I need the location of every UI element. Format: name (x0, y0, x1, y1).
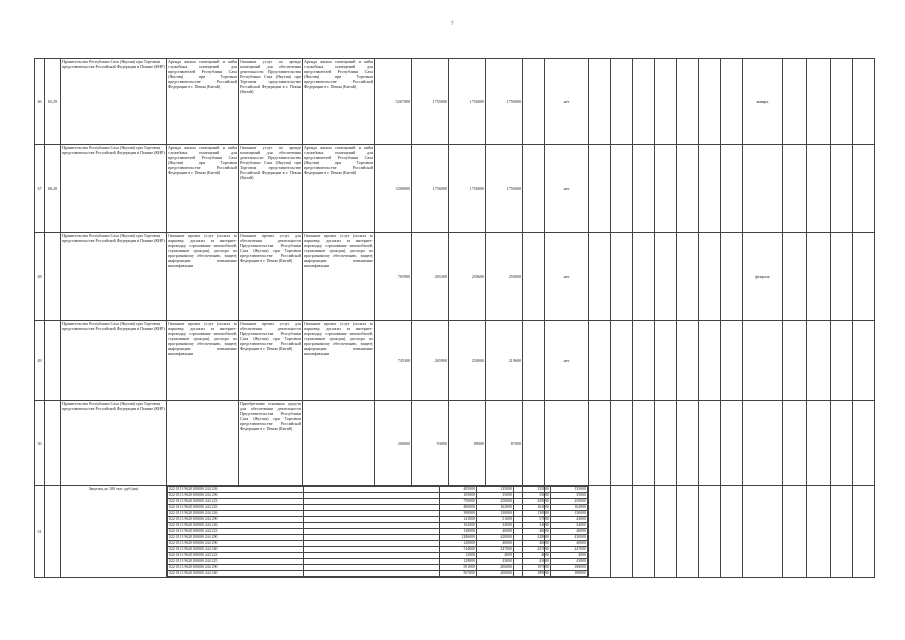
empty-cell (611, 59, 633, 145)
total-amount: 750000 (440, 499, 477, 505)
year2-amount: 4000 (514, 553, 551, 559)
page-number: 7 (451, 22, 454, 27)
purchase-object: Оказание прочих услуг (оплата за парковку, доплаты за интернет-переводку, страхование автомобилей, страхование граждан), расходы по программному обеспечению, защиту информации, повышение квалификации (303, 233, 375, 321)
year3-amount: 188000 (551, 571, 588, 577)
empty-cell (783, 59, 807, 145)
table-row (35, 145, 875, 233)
month-cell: январь (743, 59, 783, 145)
empty-cell (853, 486, 875, 578)
row-number: 48 (35, 233, 45, 321)
month-cell (743, 401, 783, 486)
empty-cell (831, 145, 853, 233)
procurement-table (34, 58, 875, 578)
summary-lines-cell (167, 486, 586, 578)
year3-amount: 43000 (551, 517, 588, 523)
year2-amount: 88000 (449, 401, 486, 486)
total-amount: 765900 (375, 233, 412, 321)
year3-amount: 130000 (551, 511, 588, 517)
empty-cell (783, 486, 807, 578)
total-amount: 12000 (440, 553, 477, 559)
organization-cell: Правительство Республики Саха (Якутия) при Торговом представительстве Российской Федерации в Пекине (КНР) (61, 59, 167, 145)
okved-code: 65,29 (45, 59, 61, 145)
organization-cell: Правительство Республики Саха (Якутия) при Торговом представительстве Российской Федерации в Пекине (КНР) (61, 233, 167, 321)
year2-amount: 197000 (514, 565, 551, 571)
year3-amount: 34000 (551, 523, 588, 529)
total-amount: 567000 (440, 571, 477, 577)
empty-cell (831, 233, 853, 321)
budget-code: 022 0113 9620100000 244 225 (168, 505, 304, 511)
budget-code: 022 0113 9620100000 244 290 (168, 535, 304, 541)
empty-cell (783, 401, 807, 486)
empty-cell (633, 486, 655, 578)
year1-amount: 51000 (477, 517, 514, 523)
total-amount: 1286000 (440, 535, 477, 541)
year3-amount: 46000 (551, 529, 588, 535)
public-discussion-flag: нет (545, 59, 589, 145)
year2-amount: 57000 (514, 517, 551, 523)
year1-amount: 1755000 (412, 59, 449, 145)
purchase-description: Аренда жилых помещений и найм служебных помещений для представителей Республики Саха (Якутия) при Торговом представительстве Российской Федерации в г. Пекин (Китай) (167, 145, 239, 233)
year1-amount: 247000 (477, 547, 514, 553)
empty-cell (655, 145, 677, 233)
year2-amount: 162000 (514, 505, 551, 511)
total-amount: 486000 (440, 505, 477, 511)
year1-amount: 200000 (477, 571, 514, 577)
month-cell (743, 145, 783, 233)
purchase-object (303, 401, 375, 486)
year3-amount: 188000 (551, 565, 588, 571)
empty-cell (721, 59, 743, 145)
purchase-description: Оказание прочих услуг (оплата за парковку, доплаты за интернет-переводку, страхование автомобилей, страхование граждан), расходы по программному обеспечению, защиту информации, повышение квалификации (167, 321, 239, 401)
empty-cell (699, 321, 721, 401)
year2-amount: 135000 (514, 487, 551, 493)
purchase-object: Оказание прочих услуг (оплата за парковку, доплаты за интернет-переводку, страхование автомобилей, страхование граждан), расходы по программному обеспечению, защиту информации, повышение квалификации (303, 321, 375, 401)
empty-cell (589, 486, 611, 578)
empty-cell (807, 321, 831, 401)
year2-amount: 35000 (514, 493, 551, 499)
budget-code: 022 0113 9620100000 244 290 (168, 541, 304, 547)
empty-cell (633, 233, 655, 321)
purchase-purpose: Оказание прочих услуг для обеспечения деятельности Представительства Республики Саха (Якутия) при Торговом представительстве Российской Федерации в г. Пекин (Китай) (239, 321, 303, 401)
empty-cell (611, 233, 633, 321)
organization-cell: Правительство Республики Саха (Якутия) при Торговом представительстве Российской Федерации в Пекине (КНР) (61, 321, 167, 401)
public-discussion-flag (545, 401, 589, 486)
purchase-description: Аренда жилых помещений и найм служебных помещений для представителей Республики Саха (Якутия) при Торговом представительстве Российской Федерации в г. Пекин (Китай) (167, 59, 239, 145)
empty-cell (655, 486, 677, 578)
year3-amount: 87000 (486, 401, 523, 486)
year1-amount: 40000 (477, 541, 514, 547)
table-row (35, 59, 875, 145)
empty-cell (699, 486, 721, 578)
empty-cell (699, 59, 721, 145)
year2-amount: 46000 (514, 529, 551, 535)
empty-cell (853, 321, 875, 401)
purchase-purpose: Оказание прочих услуг для обеспечения деятельности Представительства Республики Саха (Якутия) при Торговом представительстве Российской Федерации в г. Пекин (Китай) (239, 233, 303, 321)
year3-amount: 35000 (551, 493, 588, 499)
year1-amount: 34000 (477, 523, 514, 529)
year1-amount: 250000 (477, 499, 514, 505)
year1-amount: 130000 (477, 511, 514, 517)
empty-cell (853, 401, 875, 486)
purchase-purpose: Оказание услуг по аренде помещений для обеспечения деятельности Представительства Республики Саха (Якутия) при Торговом представительстве Российской Федерации в г. Пекин (Китай) (239, 145, 303, 233)
empty-cell (677, 59, 699, 145)
empty-cell (721, 401, 743, 486)
year1-amount: 206000 (477, 565, 514, 571)
year3-amount: 219600 (486, 321, 523, 401)
empty-cell (721, 233, 743, 321)
empty-cell (831, 321, 853, 401)
year1-amount: 265900 (412, 321, 449, 401)
purchase-purpose: Оказание услуг по аренде помещений для обеспечения деятельности Представительства Республики Саха (Якутия) при Торговом представительстве Российской Федерации в г. Пекин (Китай) (239, 59, 303, 145)
public-discussion-flag: нет (545, 321, 589, 401)
empty-cell (699, 401, 721, 486)
empty-cell (783, 321, 807, 401)
empty-cell (589, 59, 611, 145)
empty-cell (611, 145, 633, 233)
empty-cell (523, 321, 545, 401)
budget-code: 022 0113 9620100000 244 225 (168, 559, 304, 565)
row-number: 46 (35, 59, 45, 145)
empty-cell (807, 145, 831, 233)
budget-code: 022 0113 9620100000 244 223 (168, 499, 304, 505)
summary-label: Закупки до 100 тыс. руб.(ия) (61, 486, 167, 578)
public-discussion-flag: нет (545, 145, 589, 233)
budget-code: 022 0113 9620100000 244 226 (168, 511, 304, 517)
row-number: 49 (35, 321, 45, 401)
year3-amount: 250000 (551, 499, 588, 505)
budget-code: 022 0113 9620100000 244 290 (168, 517, 304, 523)
total-amount: 390000 (440, 511, 477, 517)
empty-cell (677, 233, 699, 321)
total-amount: 5268000 (375, 145, 412, 233)
empty-cell (589, 145, 611, 233)
empty-cell (783, 233, 807, 321)
month-cell (743, 321, 783, 401)
empty-cell (807, 233, 831, 321)
table-row (35, 233, 875, 321)
year2-amount: 43000 (514, 559, 551, 565)
year1-amount: 46000 (477, 529, 514, 535)
year3-amount: 162000 (551, 505, 588, 511)
year1-amount: 265300 (412, 233, 449, 321)
empty-cell (523, 233, 545, 321)
empty-cell (523, 59, 545, 145)
empty-cell (523, 401, 545, 486)
empty-cell (783, 145, 807, 233)
empty-cell (743, 486, 783, 578)
total-amount: 102000 (440, 523, 477, 529)
empty-cell (633, 321, 655, 401)
empty-cell (45, 486, 61, 578)
row-number: 47 (35, 145, 45, 233)
total-amount: 745300 (375, 321, 412, 401)
year3-amount: 4000 (551, 553, 588, 559)
year3-amount: 43000 (551, 559, 588, 565)
empty-cell (611, 486, 633, 578)
organization-cell: Правительство Республики Саха (Якутия) при Торговом представительстве Российской Федерации в Пекине (КНР) (61, 401, 167, 486)
empty-cell (633, 401, 655, 486)
empty-cell (853, 145, 875, 233)
empty-cell (523, 145, 545, 233)
year3-amount: 40000 (551, 541, 588, 547)
empty-cell (589, 321, 611, 401)
total-amount: 5267000 (375, 59, 412, 145)
year1-amount: 43000 (477, 559, 514, 565)
public-discussion-flag: нет (545, 233, 589, 321)
year3-amount: 1756000 (486, 59, 523, 145)
year3-amount: 250000 (486, 233, 523, 321)
empty-cell (633, 59, 655, 145)
budget-code: 022 0113 9620100000 244 296 (168, 493, 304, 499)
year3-amount: 430000 (551, 535, 588, 541)
empty-cell (807, 59, 831, 145)
total-amount: 268000 (375, 401, 412, 486)
year2-amount: 1756000 (449, 145, 486, 233)
total-amount: 141000 (440, 517, 477, 523)
empty-cell (721, 145, 743, 233)
table-row (35, 321, 875, 401)
okved-code (45, 401, 61, 486)
year2-amount: 34000 (514, 523, 551, 529)
empty-cell (807, 401, 831, 486)
empty-cell (831, 401, 853, 486)
budget-code: 022 0113 9620100000 244 223 (168, 553, 304, 559)
table-row (35, 401, 875, 486)
year1-amount: 1756000 (412, 145, 449, 233)
empty-cell (611, 321, 633, 401)
empty-cell (853, 233, 875, 321)
purchase-purpose: Приобретение основных средств для обеспечения деятельности Представительства Республики Саха (Якутия) при Торговом представительстве Российской Федерации в г. Пекин (Китай) (239, 401, 303, 486)
purchase-description: Оказание прочих услуг (оплата за парковку, доплаты за интернет-переводку, страхование автомобилей, страхование граждан), расходы по программному обеспечению, защиту информации, повышение квалификации (167, 233, 239, 321)
year2-amount: 250600 (449, 233, 486, 321)
total-amount: 405000 (440, 487, 477, 493)
year2-amount: 250000 (449, 321, 486, 401)
empty-cell (611, 401, 633, 486)
purchase-description (167, 401, 239, 486)
empty-cell (677, 401, 699, 486)
empty-cell (677, 321, 699, 401)
year2-amount: 1756000 (449, 59, 486, 145)
empty-cell (633, 145, 655, 233)
okved-code (45, 233, 61, 321)
year2-amount: 428000 (514, 535, 551, 541)
empty-cell (677, 145, 699, 233)
empty-cell (807, 486, 831, 578)
empty-cell (721, 321, 743, 401)
year2-amount: 250000 (514, 499, 551, 505)
year3-amount: 135000 (551, 487, 588, 493)
year1-amount: 35000 (477, 493, 514, 499)
total-amount: 105000 (440, 493, 477, 499)
year1-amount: 93000 (412, 401, 449, 486)
empty-cell (853, 59, 875, 145)
empty-cell (699, 145, 721, 233)
total-amount: 138000 (440, 529, 477, 535)
empty-cell (831, 59, 853, 145)
organization-cell: Правительство Республики Саха (Якутия) при Торговом представительстве Российской Федерации в Пекине (КНР) (61, 145, 167, 233)
budget-code: 022 0113 9620100000 244 223 (168, 529, 304, 535)
okved-code: 68,20 (45, 145, 61, 233)
total-amount: 120000 (440, 541, 477, 547)
row-number: 50 (35, 401, 45, 486)
year2-amount: 40000 (514, 541, 551, 547)
empty-cell (655, 233, 677, 321)
empty-cell (589, 233, 611, 321)
row-number: 51 (35, 486, 45, 578)
year1-amount: 135000 (477, 487, 514, 493)
budget-code: 022 0113 9620100000 244 340 (168, 547, 304, 553)
year1-amount: 4000 (477, 553, 514, 559)
year3-amount: 247000 (551, 547, 588, 553)
empty-cell (677, 486, 699, 578)
budget-code: 022 0113 9620100000 244 290 (168, 565, 304, 571)
empty-cell (655, 401, 677, 486)
budget-code: 022 0113 9620100000 244 340 (168, 571, 304, 577)
okved-code (45, 321, 61, 401)
empty-cell (655, 59, 677, 145)
purchase-object: Аренда жилых помещений и найм служебных помещений для представителей Республики Саха (Якутия) при Торговом представительстве Российской Федерации в г. Пекин (Китай) (303, 59, 375, 145)
empty-cell (304, 571, 440, 577)
purchase-object: Аренда жилых помещений и найм служебных помещений для представителей Республики Саха (Якутия) при Торговом представительстве Российской Федерации в г. Пекин (Китай) (303, 145, 375, 233)
empty-cell (655, 321, 677, 401)
total-amount: 129000 (440, 559, 477, 565)
year1-amount: 162000 (477, 505, 514, 511)
budget-code: 022 0113 9620100000 244 226 (168, 487, 304, 493)
empty-cell (831, 486, 853, 578)
year1-amount: 428000 (477, 535, 514, 541)
budget-code: 022 0113 9620100000 244 226 (168, 523, 304, 529)
month-cell: февраль (743, 233, 783, 321)
total-amount: 744000 (440, 547, 477, 553)
year2-amount: 130000 (514, 511, 551, 517)
year3-amount: 1756000 (486, 145, 523, 233)
total-amount: 591000 (440, 565, 477, 571)
empty-cell (589, 401, 611, 486)
empty-cell (721, 486, 743, 578)
empty-cell (699, 233, 721, 321)
year2-amount: 189000 (514, 571, 551, 577)
summary-row (35, 486, 875, 578)
year2-amount: 247000 (514, 547, 551, 553)
